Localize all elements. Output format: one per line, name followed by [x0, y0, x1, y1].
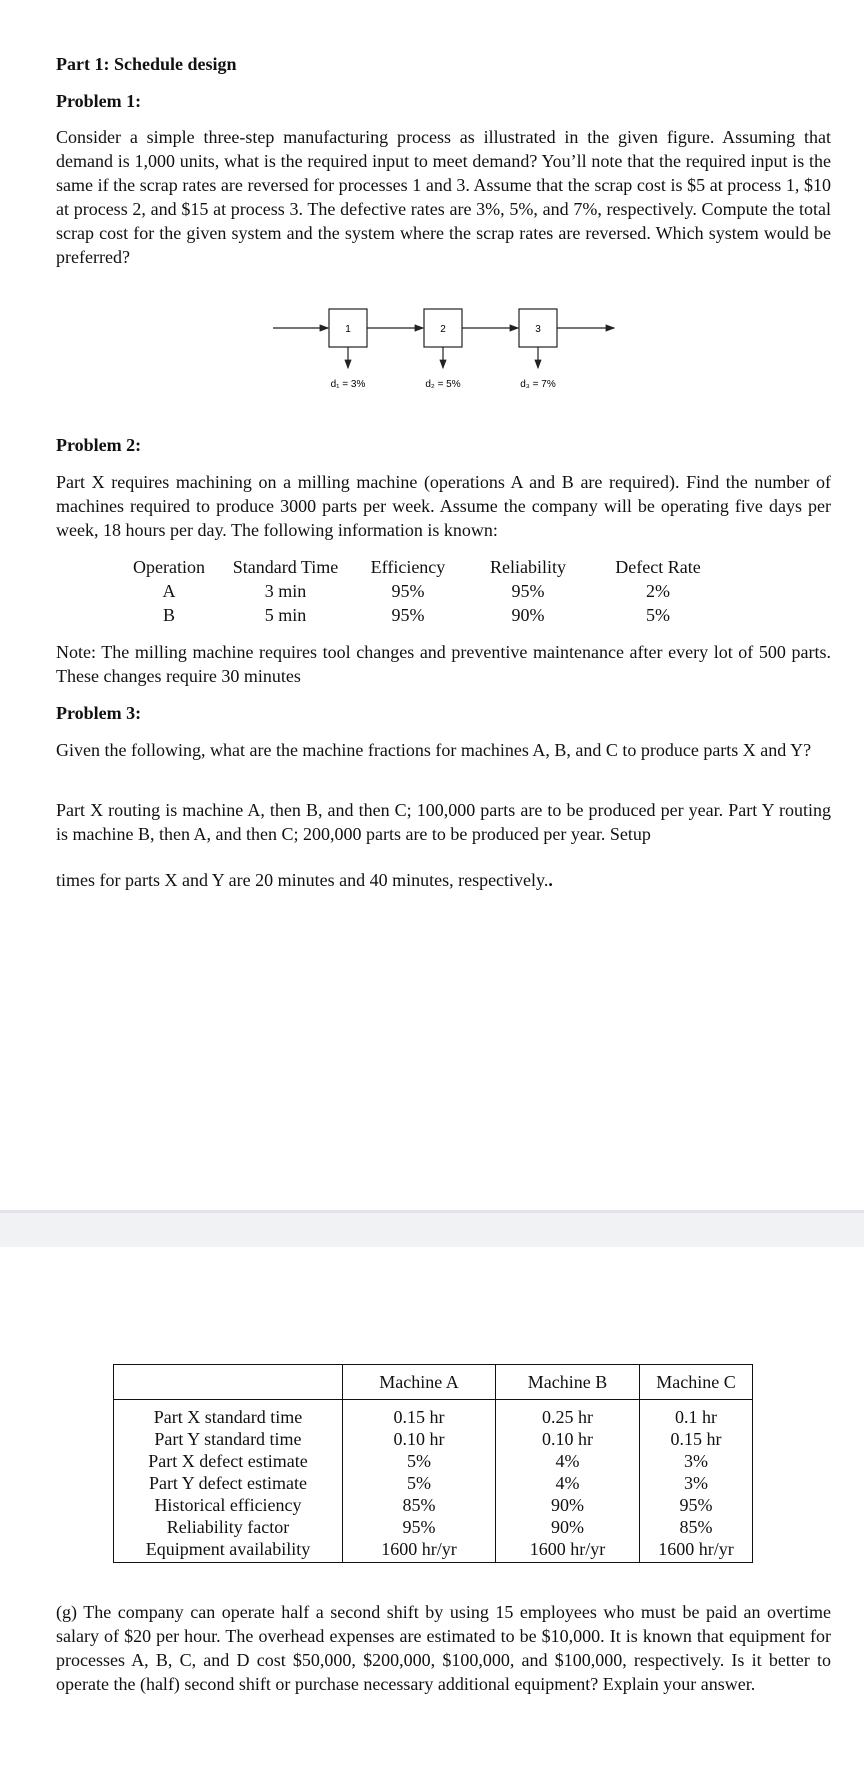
problem3-text-3: times for parts X and Y are 20 minutes and 40 minutes, respectively..: [56, 870, 553, 890]
cell: 4%: [496, 1472, 640, 1494]
defect-label-1: d₁ = 3%: [330, 379, 366, 390]
header-machine-c: Machine C: [640, 1365, 753, 1400]
row-label: Equipment availability: [114, 1538, 343, 1563]
cell: 2%: [646, 581, 670, 601]
problem3-heading: Problem 3:: [56, 703, 142, 723]
cell: 1600 hr/yr: [496, 1538, 640, 1563]
header-efficiency: Efficiency: [370, 557, 446, 577]
operations-table: [120, 555, 723, 627]
cell: 5%: [343, 1450, 496, 1472]
row-label: Part Y standard time: [114, 1428, 343, 1450]
header-machine-b: Machine B: [496, 1365, 640, 1400]
row-label: Part X standard time: [114, 1400, 343, 1429]
cell: 1600 hr/yr: [640, 1538, 753, 1563]
cell: 0.1 hr: [640, 1400, 753, 1429]
header-operation: Operation: [133, 557, 205, 577]
cell: 90%: [496, 1494, 640, 1516]
cell: 5 min: [264, 605, 307, 625]
table-row: [120, 579, 723, 603]
problem2-text: Part X requires machining on a milling machine (operations A and B are required). Find the number of machines required to produce 3000 parts per week. Assume the company will be operating five days per week, 18 hours per day. The following information is known:: [56, 472, 831, 540]
table-row: [114, 1472, 753, 1494]
cell: 95%: [511, 581, 545, 601]
row-label: Part X defect estimate: [114, 1450, 343, 1472]
cell: 85%: [640, 1516, 753, 1538]
problem3-text-2: Part X routing is machine A, then B, and then C; 100,000 parts are to be produced per year. Part Y routing is machine B, then A, and then C; 200,000 parts are to be produced per year. Setup: [56, 800, 831, 844]
header-machine-a: Machine A: [343, 1365, 496, 1400]
table-row: [114, 1538, 753, 1563]
problem2-heading: Problem 2:: [56, 435, 142, 455]
process-flow-diagram: [270, 300, 630, 400]
cell: 3 min: [264, 581, 307, 601]
defect-label-2: d₂ = 5%: [425, 379, 461, 390]
table-row: [114, 1450, 753, 1472]
row-label: Reliability factor: [114, 1516, 343, 1538]
process-label-1: 1: [345, 324, 351, 335]
cell: B: [162, 605, 175, 625]
cell: 0.15 hr: [640, 1428, 753, 1450]
process-label-2: 2: [440, 324, 446, 335]
header-standard-time: Standard Time: [232, 557, 339, 577]
defect-label-3: d₃ = 7%: [520, 379, 556, 390]
process-label-3: 3: [535, 324, 541, 335]
cell: 90%: [511, 605, 545, 625]
cell: 95%: [391, 605, 425, 625]
cell: 95%: [343, 1516, 496, 1538]
header-defect-rate: Defect Rate: [615, 557, 701, 577]
cell: A: [162, 581, 176, 601]
cell: 4%: [496, 1450, 640, 1472]
page-separator: [0, 1210, 864, 1247]
part-title: Part 1: Schedule design: [56, 54, 237, 74]
table-row: [114, 1516, 753, 1538]
cell: 0.10 hr: [343, 1428, 496, 1450]
header-empty: [114, 1365, 343, 1400]
table-row: [120, 603, 723, 627]
table-row: [114, 1494, 753, 1516]
cell: 0.10 hr: [496, 1428, 640, 1450]
cell: 85%: [343, 1494, 496, 1516]
cell: 3%: [640, 1472, 753, 1494]
cell: 5%: [343, 1472, 496, 1494]
problem1-text: Consider a simple three-step manufacturing process as illustrated in the given figure. Assuming that demand is 1,000 units, what is the required input to meet demand? You’ll note that the required input is the same if the scrap rates are reversed for processes 1 and 3. Assume that the scrap cost is $5 at process 1, $10 at process 2, and $15 at process 3. The defective rates are 3%, 5%, and 7%, respectively. Compute the total scrap cost for the given system and the system where the scrap rates are reversed. Which system would be preferred?: [56, 127, 831, 267]
problem1-heading: Problem 1:: [56, 91, 142, 111]
cell: 5%: [646, 605, 670, 625]
header-reliability: Reliability: [490, 557, 566, 577]
row-label: Historical efficiency: [114, 1494, 343, 1516]
cell: 1600 hr/yr: [343, 1538, 496, 1563]
cell: 0.15 hr: [343, 1400, 496, 1429]
question-g-text: (g) The company can operate half a second shift by using 15 employees who must be paid an overtime salary of $20 per hour. The overhead expenses are estimated to be $10,000. It is known that equipment for processes A, B, C, and D cost $50,000, $200,000, $100,000, and $100,000, respectively. Is it better to operate the (half) second shift or purchase necessary additional equipment? Explain your answer.: [56, 1602, 831, 1694]
cell: 90%: [496, 1516, 640, 1538]
problem2-note: Note: The milling machine requires tool changes and preventive maintenance after every lot of 500 parts. These changes require 30 minutes: [56, 642, 831, 686]
table-row: [114, 1400, 753, 1429]
period-mark: .: [548, 870, 553, 890]
cell: 95%: [640, 1494, 753, 1516]
row-label: Part Y defect estimate: [114, 1472, 343, 1494]
cell: 0.25 hr: [496, 1400, 640, 1429]
table-row: [114, 1428, 753, 1450]
problem3-text-1: Given the following, what are the machine fractions for machines A, B, and C to produce parts X and Y?: [56, 740, 812, 760]
cell: 3%: [640, 1450, 753, 1472]
machine-table: [113, 1364, 753, 1563]
cell: 95%: [391, 581, 425, 601]
